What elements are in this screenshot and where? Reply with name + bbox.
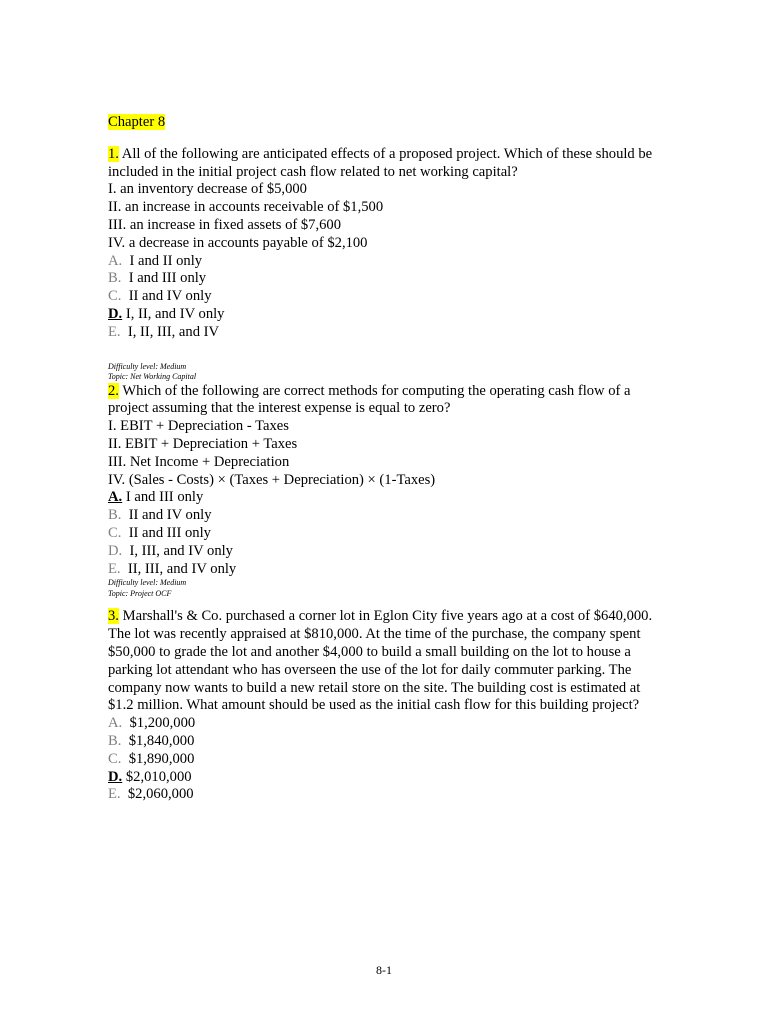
question-2 — [108, 383, 668, 600]
question-2-item: II. EBIT + Depreciation + Taxes — [108, 435, 298, 452]
question-1-item: I. an inventory decrease of $5,000 — [108, 181, 307, 198]
question-2-option-b: B. II and IV only — [108, 507, 212, 524]
question-2-item: III. Net Income + Depreciation — [108, 453, 290, 470]
question-2-topic: Topic: Project OCF — [108, 588, 172, 598]
question-3-option-e: E. $2,060,000 — [108, 786, 194, 803]
question-1-item: IV. a decrease in accounts payable of $2,100 — [108, 234, 368, 251]
question-2-option-c: C. II and III only — [108, 524, 211, 541]
question-1-text: All of the following are anticipated effects of a proposed project. Which of these should be included in the initial project cash flow related to net working capital? — [108, 145, 653, 180]
question-2-option-d: D. I, III, and IV only — [108, 542, 233, 559]
question-1-option-e: E. I, II, III, and IV — [108, 323, 220, 340]
question-2-item: IV. (Sales - Costs) × (Taxes + Depreciation) × (1-Taxes) — [108, 471, 436, 488]
question-1-item: II. an increase in accounts receivable of $1,500 — [108, 199, 384, 216]
question-2-stem — [108, 383, 668, 419]
question-2-option-e: E. II, III, and IV only — [108, 560, 237, 577]
question-1-topic: Topic: Net Working Capital — [108, 372, 197, 382]
question-3-option-a: A. $1,200,000 — [108, 715, 196, 732]
chapter-heading: Chapter 8 — [108, 114, 166, 130]
question-1-item: III. an increase in fixed assets of $7,600 — [108, 216, 342, 233]
document-page — [108, 114, 668, 804]
question-3-stem — [108, 608, 668, 715]
question-1-difficulty: Difficulty level: Medium — [108, 361, 187, 371]
question-3-option-d-correct: D. $2,010,000 — [108, 768, 192, 785]
question-1-option-b: B. I and III only — [108, 270, 207, 287]
question-3-text: Marshall's & Co. purchased a corner lot in Eglon City five years ago at a cost of $640,000. The lot was recently appraised at $810,000. At the time of the purchase, the company spent $50,000 to grade the lot and another $4,000 to build a small building on the lot to house a parking lot attendant who has overseen the use of the lot for daily commuter parking. The company now wants to build a new retail store on the site. The building cost is estimated at $1.2 million. What amount should be used as the initial cash flow for this building project? — [108, 608, 653, 714]
question-3-option-b: B. $1,840,000 — [108, 732, 195, 749]
page-number: 8-1 — [376, 963, 392, 977]
question-3 — [108, 608, 668, 804]
question-1-option-d-correct: D. I, II, and IV only — [108, 305, 225, 322]
question-3-number: 3. — [108, 608, 119, 625]
question-1-number: 1. — [108, 145, 119, 162]
question-2-option-a-correct: A. I and III only — [108, 489, 204, 506]
question-2-item: I. EBIT + Depreciation - Taxes — [108, 418, 289, 435]
question-2-number: 2. — [108, 382, 119, 399]
question-1-stem — [108, 146, 668, 182]
question-1 — [108, 146, 668, 383]
question-1-option-c: C. II and IV only — [108, 288, 212, 305]
question-2-text: Which of the following are correct methods for computing the operating cash flow of a project assuming that the interest expense is equal to zero? — [108, 382, 631, 417]
question-3-option-c: C. $1,890,000 — [108, 750, 195, 767]
question-1-option-a: A. I and II only — [108, 252, 203, 269]
question-2-difficulty: Difficulty level: Medium — [108, 578, 187, 588]
